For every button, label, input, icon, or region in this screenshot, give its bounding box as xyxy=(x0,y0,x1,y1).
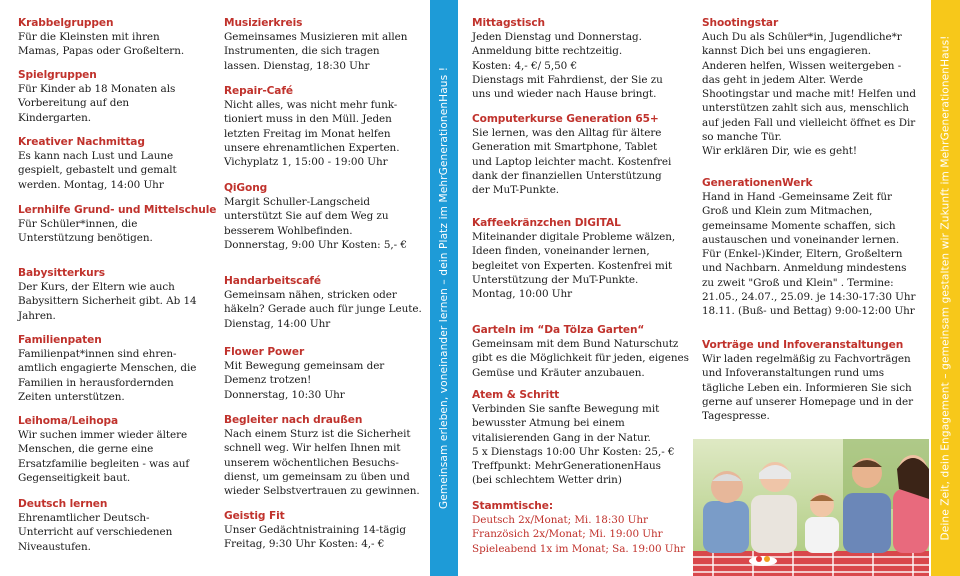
section-handarbeitscafe xyxy=(224,274,429,331)
section-qigong xyxy=(224,181,429,252)
section-title: Atem & Schritt xyxy=(472,389,560,401)
section-title: Vorträge und Infoveranstaltungen xyxy=(702,339,904,351)
section-text: Es kann nach Lust und Laune gespielt, gebastelt und gemalt werden. Montag, 14:00 Uhr xyxy=(18,150,177,191)
section-text: Verbinden Sie sanfte Bewegung mit bewusster Atmung bei einem vitalisierenden Gang in der Natur. 5 x Dienstags 10:00 Uhr Kosten: 25,- € Treffpunkt: MehrGenerationenHaus (bei schlechtem Wetter drin) xyxy=(472,403,675,487)
section-computerkurse xyxy=(472,112,692,197)
column-3 xyxy=(472,0,692,576)
section-text: Für die Kleinsten mit ihren Mamas, Papas oder Großeltern. xyxy=(18,31,185,58)
section-text: Wir suchen immer wieder ältere Menschen, die gerne eine Ersatzfamilie begleiten - was auf Gegenseitigkeit baut. xyxy=(18,429,190,484)
section-title: Shootingstar xyxy=(702,17,779,29)
section-text: Gemeinsames Musizieren mit allen Instrumenten, die sich tragen lassen. Dienstag, 18:30 Uhr xyxy=(224,31,408,72)
section-lernhilfe xyxy=(18,203,217,246)
section-deutsch-lernen xyxy=(18,497,205,554)
section-leihoma-leihopa xyxy=(18,414,205,485)
section-text: Gemeinsam nähen, stricken oder häkeln? Gerade auch für junge Leute. Dienstag, 14:00 Uhr xyxy=(224,289,422,330)
section-text: Nach einem Sturz ist die Sicherheit schnell weg. Wir helfen Ihnen mit unserem wöchentlichen Besuchs- dienst, um gemeinsam zu üben und wieder Selbstvertrauen zu gewinnen. xyxy=(224,428,420,498)
section-krabbelgruppen xyxy=(18,16,205,59)
section-text: Für Kinder ab 18 Monaten als Vorbereitung auf den Kindergarten. xyxy=(18,83,176,124)
section-title: Musizierkreis xyxy=(224,17,303,29)
section-title: Kreativer Nachmittag xyxy=(18,136,145,148)
section-title: Flower Power xyxy=(224,346,305,358)
family-picnic-photo xyxy=(693,439,929,576)
section-text: Der Kurs, der Eltern wie auch Babysittern Sicherheit gibt. Ab 14 Jahren. xyxy=(18,281,197,322)
section-text: Deutsch 2x/Monat; Mi. 18:30 Uhr Französich 2x/Monat; Mi. 19:00 Uhr Spieleabend 1x im Monat; Sa. 19:00 Uhr xyxy=(472,514,686,555)
slogan-text: Deine Zeit, dein Engagement – gemeinsam gestalten wir Zukunft im MehrGenerationenHaus! xyxy=(939,35,952,541)
section-title: Babysitterkurs xyxy=(18,267,105,279)
section-title: Computerkurse Generation 65+ xyxy=(472,113,659,125)
section-repair-cafe xyxy=(224,84,429,169)
section-text: Familienpat*innen sind ehren- amtlich engagierte Menschen, die Familien in herausfordernden Zeiten unterstützen. xyxy=(18,348,197,403)
section-title: Krabbelgruppen xyxy=(18,17,114,29)
section-title: Kaffeekränzchen DIGITAL xyxy=(472,217,621,229)
section-title: Deutsch lernen xyxy=(18,498,108,510)
section-title: Geistig Fit xyxy=(224,510,285,522)
section-title: Begleiter nach draußen xyxy=(224,414,363,426)
section-text: Margit Schuller-Langscheid unterstützt Sie auf dem Weg zu besserem Wohlbefinden. Donnerstag, 9:00 Uhr Kosten: 5,- € xyxy=(224,196,407,251)
section-title: Lernhilfe Grund- und Mittelschule xyxy=(18,204,217,216)
slogan-text: Gemeinsam erleben, voneinander lernen – dein Platz im MehrGenerationenHaus ! xyxy=(438,66,451,510)
section-text: Miteinander digitale Probleme wälzen, Ideen finden, voneinander lernen, begleitet von Experten. Kostenfrei mit Unterstützung der MuT-Punkte. Montag, 10:00 Uhr xyxy=(472,231,676,301)
section-flower-power xyxy=(224,345,429,402)
section-text: Ehrenamtlicher Deutsch- Unterricht auf verschiedenen Niveaustufen. xyxy=(18,512,173,553)
section-title: Familienpaten xyxy=(18,334,102,346)
section-babysitterkurs xyxy=(18,266,205,323)
section-text: Nicht alles, was nicht mehr funk- tioniert muss in den Müll. Jeden letzten Freitag im Monat helfen unsere ehrenamtlichen Experten. Vichyplatz 1, 15:00 - 19:00 Uhr xyxy=(224,99,400,169)
section-text: Gemeinsam mit dem Bund Naturschutz gibt es die Möglichkeit für jeden, eigenes Gemüse und Kräuter anzubauen. xyxy=(472,338,689,379)
section-spielgruppen xyxy=(18,68,205,125)
section-musizierkreis xyxy=(224,16,429,73)
slogan-band-yellow xyxy=(931,0,960,576)
section-text: Jeden Dienstag und Donnerstag. Anmeldung bitte rechtzeitig. Kosten: 4,- €/ 5,50 € Dienstags mit Fahrdienst, der Sie zu uns und wieder nach Hause bringt. xyxy=(472,31,663,101)
section-kreativer-nachmittag xyxy=(18,135,205,192)
section-title: QiGong xyxy=(224,182,268,194)
section-garteln xyxy=(472,323,692,380)
section-text: Für Schüler*innen, die Unterstützung benötigen. xyxy=(18,218,153,245)
section-kaffeekraenzchen xyxy=(472,216,692,301)
section-begleiter xyxy=(224,413,429,498)
section-geistig-fit xyxy=(224,509,429,552)
section-familienpaten xyxy=(18,333,205,404)
section-shootingstar xyxy=(702,16,924,159)
slogan-band-blue xyxy=(430,0,458,576)
section-mittagstisch xyxy=(472,16,692,101)
column-2 xyxy=(224,0,429,576)
section-title: Repair-Café xyxy=(224,85,293,97)
section-text: Auch Du als Schüler*in, Jugendliche*r kannst Dich bei uns engagieren. Anderen helfen, Wissen weitergeben - das geht in jedem Alter. Werde Shootingstar und mache mit! Helfen und unterstützen zahlt sich aus, menschlich auf jeden Fall und vielleicht öffnet es Dir so manche Tür. Wir erklären Dir, wie es geht! xyxy=(702,31,916,158)
family-picnic-illustration xyxy=(693,439,929,576)
section-title: Leihoma/Leihopa xyxy=(18,415,119,427)
section-title: Spielgruppen xyxy=(18,69,97,81)
section-text: Hand in Hand -Gemeinsame Zeit für Groß und Klein zum Mitmachen, gemeinsame Momente schaffen, sich austauschen und voneinander lernen. Für (Enkel-)Kinder, Eltern, Großeltern und Nachbarn. Anmeldung mindestens zu zweit "Groß und Klein" . Termine: 21.05., 24.07., 25.09. je 14:30-17:30 Uhr 18.11. (Buß- und Bettag) 9:00-12:00 Uhr xyxy=(702,191,916,318)
section-stammtische xyxy=(472,499,692,556)
section-vortraege xyxy=(702,338,924,423)
section-text: Mit Bewegung gemeinsam der Demenz trotzen! Donnerstag, 10:30 Uhr xyxy=(224,360,385,401)
column-1 xyxy=(0,0,217,576)
section-title: GenerationenWerk xyxy=(702,177,813,189)
section-title: Stammtische: xyxy=(472,500,553,512)
section-title: Mittagstisch xyxy=(472,17,545,29)
section-text: Unser Gedächtnistraining 14-tägig Freitag, 9:30 Uhr Kosten: 4,- € xyxy=(224,524,406,551)
section-text: Sie lernen, was den Alltag für ältere Generation mit Smartphone, Tablet und Laptop leichter macht. Kostenfrei dank der finanziellen Unterstützung der MuT-Punkte. xyxy=(472,127,672,197)
section-generationenwerk xyxy=(702,176,924,319)
section-title: Handarbeitscafé xyxy=(224,275,322,287)
section-text: Wir laden regelmäßig zu Fachvorträgen und Infoveranstaltungen rund ums tägliche Leben ein. Informieren Sie sich gerne auf unserer Homepage und in der Tagespresse. xyxy=(702,353,914,423)
section-title: Garteln im “Da Tölza Garten“ xyxy=(472,324,645,336)
section-atem-schritt xyxy=(472,388,692,488)
